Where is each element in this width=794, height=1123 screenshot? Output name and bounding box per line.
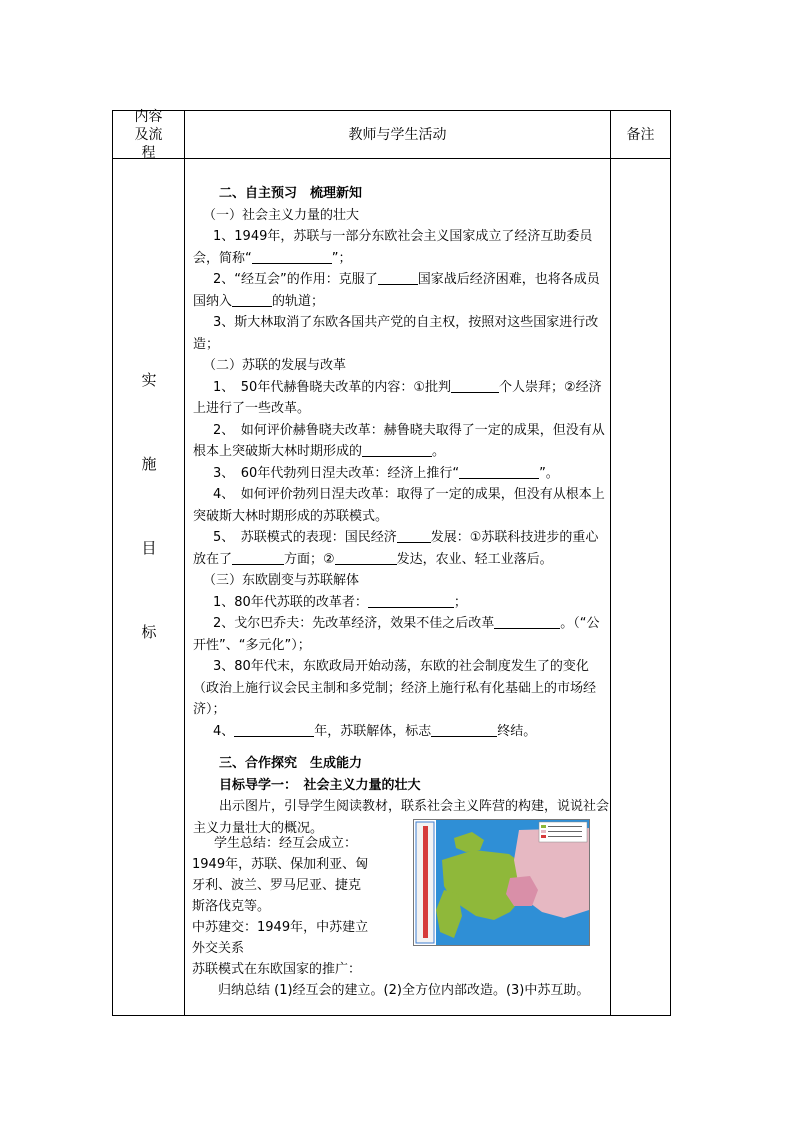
paragraph: 出示图片，引导学生阅读教材，联系社会主义阵营的构建，说说社会主义力量壮大的概况。 (193, 799, 610, 836)
subsection-title: （二）苏联的发展与改革 (203, 358, 347, 373)
fill-blank (451, 378, 499, 393)
side-label: 施 (141, 455, 157, 473)
header-activities: 教师与学生活动 (348, 126, 447, 143)
paragraph: 3、斯大林取消了东欧各国共产党的自主权，按照对这些国家进行改造； (193, 315, 599, 352)
side-label: 实 (141, 371, 157, 389)
section-title: 二、自主预习 梳理新知 (219, 186, 363, 201)
fill-blank (232, 292, 272, 307)
summary-line: 斯洛伐克等。 (192, 899, 271, 914)
summary-line: 1949年，苏联、保加利亚、匈 (192, 857, 369, 872)
section-title: 三、合作探究 生成能力 (219, 756, 363, 771)
fill-blank (494, 614, 560, 629)
fill-blank (431, 722, 497, 737)
paragraph: 2、戈尔巴乔夫：先改革经济，效果不佳之后改革 。（“公开性”、“多元化”）； (193, 616, 600, 653)
header-content-flow: 内容及流程 (134, 108, 163, 161)
conclusion-line: 归纳总结 (1)经互会的建立。(2)全方位内部改造。(3)中苏互助。 (218, 983, 590, 998)
fill-blank (234, 722, 314, 737)
side-label: 标 (141, 623, 157, 641)
paragraph: 4、 年，苏联解体，标志 终结。 (213, 723, 537, 739)
paragraph: 2、 如何评价赫鲁晓夫改革：赫鲁晓夫取得了一定的成果，但没有从根本上突破斯大林时期形成的 。 (193, 422, 605, 459)
column-divider (184, 111, 185, 1015)
paragraph: 1、 50年代赫鲁晓夫改革的内容：①批判 个人崇拜；②经济上进行了一些改革。 (193, 379, 602, 416)
fill-blank (232, 550, 284, 565)
paragraph: 1、80年代苏联的改革者： ； (213, 594, 467, 610)
paragraph: 2、“经互会”的作用：克服了 国家战后经济困难，也将各成员国纳入 的轨道； (193, 272, 600, 309)
paragraph: 5、 苏联模式的表现：国民经济 发展：①苏联科技进步的重心放在了 方面；② 发达，农业、轻工业落后。 (193, 530, 599, 567)
fill-blank (368, 593, 454, 608)
fill-blank (362, 442, 432, 457)
subsection-title: （三）东欧剧变与苏联解体 (203, 573, 360, 588)
goal-title: 目标导学一： 社会主义力量的壮大 (219, 777, 421, 793)
section-preview (193, 183, 609, 742)
fill-blank (252, 249, 332, 264)
paragraph: 3、80年代末，东欧政局开始动荡，东欧的社会制度发生了的变化（政治上施行议会民主制和多党制；经济上施行私有化基础上的市场经济）； (193, 659, 597, 717)
paragraph: 4、 如何评价勃列日涅夫改革：取得了一定的成果，但没有从根本上突破斯大林时期形成的苏联模式。 (193, 487, 605, 524)
paragraph: 3、 60年代勃列日涅夫改革：经济上推行“ ”。 (213, 465, 559, 481)
fill-blank (335, 550, 397, 565)
column-divider (610, 111, 611, 1015)
fill-blank (397, 528, 431, 543)
subsection-title: （一）社会主义力量的壮大 (203, 207, 360, 223)
paragraph: 1、1949年，苏联与一部分东欧社会主义国家成立了经济互助委员会，简称“ ”； (193, 229, 593, 266)
header-divider (113, 158, 670, 159)
header-notes: 备注 (626, 126, 655, 143)
map-illustration (414, 820, 589, 945)
side-label: 目 (141, 539, 157, 557)
europe-map-image (413, 819, 590, 946)
summary-line: 苏联模式在东欧国家的推广： (192, 962, 362, 977)
summary-line: 学生总结：经互会成立： (214, 836, 358, 851)
summary-line: 外交关系 (192, 941, 245, 956)
fill-blank (378, 270, 418, 285)
summary-line: 中苏建交：1949年，中苏建立 (192, 920, 369, 935)
fill-blank (459, 464, 539, 479)
summary-line: 牙利、波兰、罗马尼亚、捷克 (192, 878, 362, 893)
